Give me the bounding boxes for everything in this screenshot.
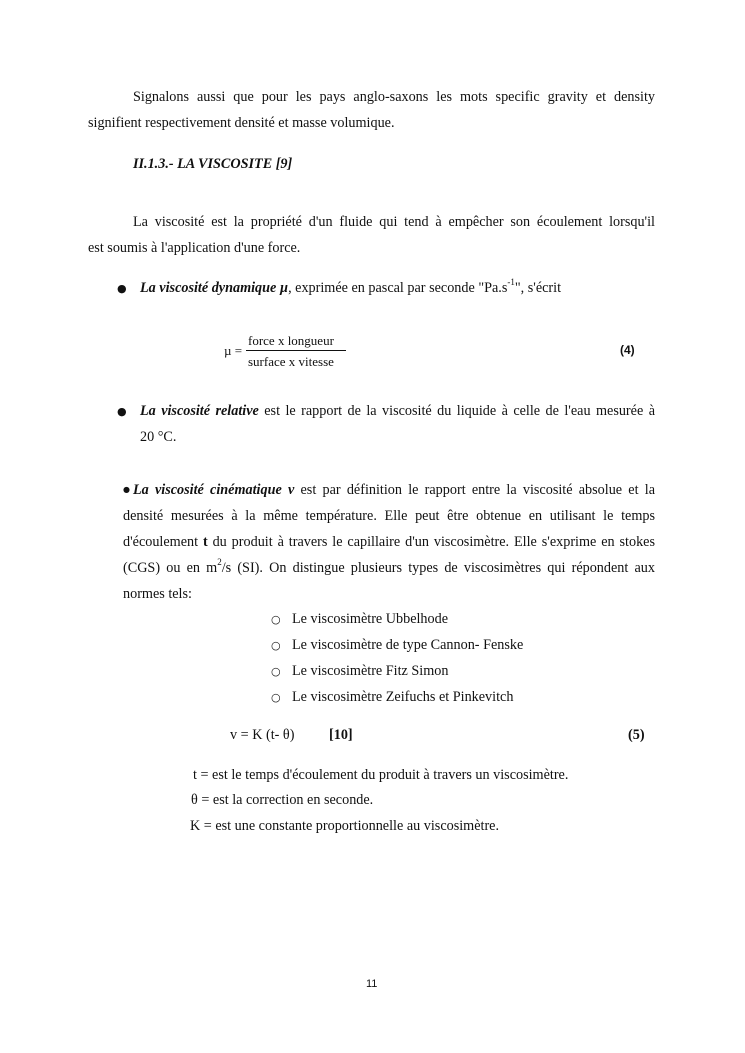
bullet-relative-line1 xyxy=(140,403,655,420)
definition-text: est le temps d'écoulement du produit à travers un viscosimètre. xyxy=(212,767,569,783)
kinematic-term: La viscosité cinématique v xyxy=(133,482,295,498)
kinematic-line4-sup: 2 xyxy=(217,557,222,568)
para2-line1: La viscosité est la propriété d'un fluide qui tend à empêcher son écoulement lorsqu'il xyxy=(133,214,655,230)
definition-symbol: t = xyxy=(193,767,213,783)
definition-k xyxy=(190,818,499,835)
section-heading: II.1.3.- LA VISCOSITE [9] xyxy=(133,156,293,172)
relative-text: est le rapport de la viscosité du liquide à celle de l'eau mesurée à xyxy=(258,403,655,419)
page-number: 11 xyxy=(366,978,378,990)
dynamic-sup: -1 xyxy=(507,277,515,288)
para1-line1: Signalons aussi que pour les pays anglo-saxons les mots specific gravity et density xyxy=(133,89,655,105)
kinematic-line3-bold: t xyxy=(202,534,208,550)
dynamic-text-end: ", s'écrit xyxy=(514,280,562,296)
list-circle-icon: ○ xyxy=(271,639,281,652)
bullet-dot-icon: ● xyxy=(117,405,127,418)
list-item: Le viscosimètre Fitz Simon xyxy=(292,663,449,679)
dynamic-term: La viscosité dynamique µ xyxy=(140,280,289,296)
dynamic-text: , exprimée en pascal par seconde "Pa.s xyxy=(288,280,508,296)
formula4-fraction-bar xyxy=(246,350,346,351)
kinematic-text: est par définition le rapport entre la viscosité absolue et la xyxy=(294,482,655,498)
list-item: Le viscosimètre Ubbelhode xyxy=(292,611,449,627)
definition-symbol: θ = xyxy=(191,792,213,808)
list-circle-icon: ○ xyxy=(271,691,281,704)
bullet-kinematic-line3 xyxy=(123,534,655,551)
formula4-lhs: µ = xyxy=(224,343,243,358)
formula5-reference: [10] xyxy=(329,727,353,743)
bullet-dynamic xyxy=(140,277,562,297)
list-circle-icon: ○ xyxy=(271,613,281,626)
bullet-dot-icon: ● xyxy=(123,485,130,494)
bullet-kinematic-line5: normes tels: xyxy=(123,586,192,602)
bullet-relative-line2: 20 °C. xyxy=(140,429,177,445)
kinematic-line4-b: /s (SI). On distingue plusieurs types de viscosimètres qui répondent aux xyxy=(221,560,655,576)
formula4-numerator: force x longueur xyxy=(248,333,334,348)
formula4-denominator: surface x vitesse xyxy=(248,354,334,369)
definition-theta xyxy=(191,792,373,809)
para2-line2: est soumis à l'application d'une force. xyxy=(88,240,301,256)
kinematic-line3-b: du produit à travers le capillaire d'un viscosimètre. Elle s'exprime en stokes xyxy=(207,534,655,550)
list-item: Le viscosimètre Zeifuchs et Pinkevitch xyxy=(292,689,514,705)
formula5-number: (5) xyxy=(628,727,645,743)
para1-line2: signifient respectivement densité et masse volumique. xyxy=(88,115,395,131)
formula5-expression: v = K (t- θ) xyxy=(230,727,295,743)
definition-symbol: K = xyxy=(190,818,216,834)
definition-t xyxy=(193,767,568,784)
formula4-number: (4) xyxy=(620,343,635,357)
definition-text: est la correction en seconde. xyxy=(212,792,374,808)
bullet-kinematic-line4 xyxy=(123,557,655,577)
bullet-kinematic-line2: densité mesurées à la même température. Elle peut être obtenue en utilisant le temps xyxy=(123,508,655,524)
relative-term: La viscosité relative xyxy=(140,403,259,419)
bullet-kinematic-line1 xyxy=(133,482,655,499)
list-item: Le viscosimètre de type Cannon- Fenske xyxy=(292,637,524,653)
kinematic-line3-a: d'écoulement xyxy=(123,534,203,550)
definition-text: est une constante proportionnelle au viscosimètre. xyxy=(215,818,500,834)
bullet-dot-icon: ● xyxy=(117,282,127,295)
list-circle-icon: ○ xyxy=(271,665,281,678)
kinematic-line4-a: (CGS) ou en m xyxy=(123,560,218,576)
